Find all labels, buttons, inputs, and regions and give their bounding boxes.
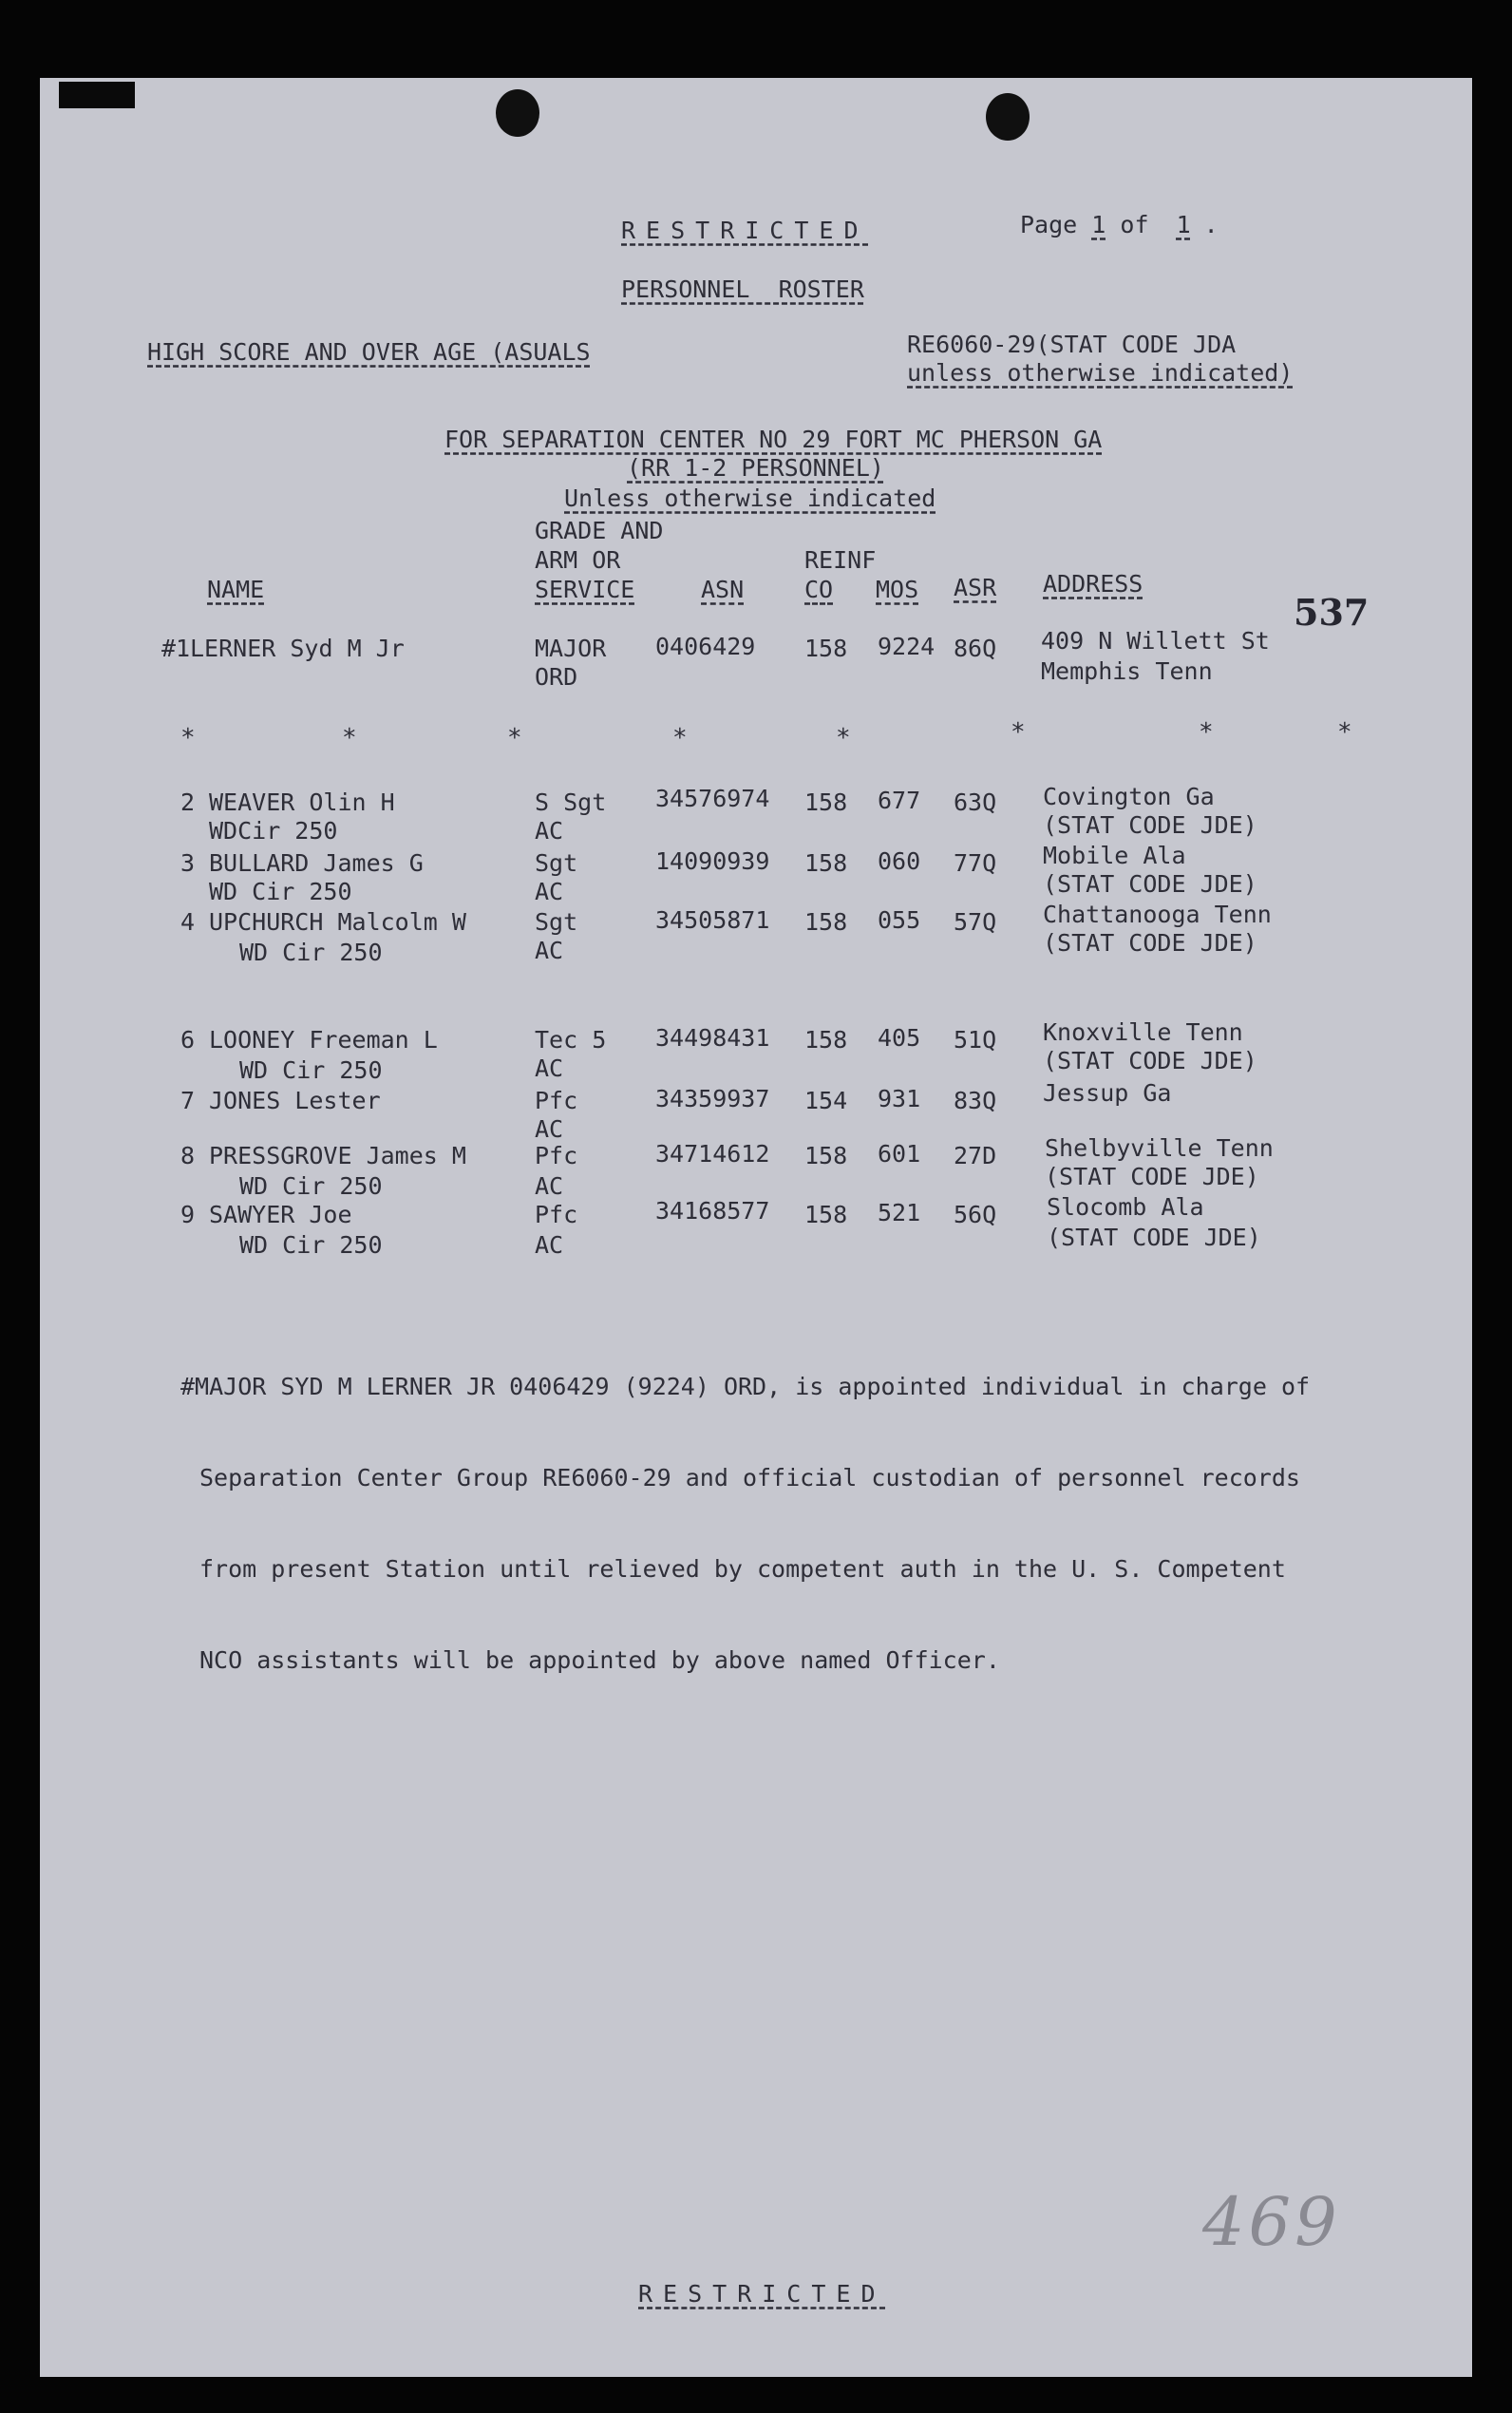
row-grade: Sgt <box>535 908 578 936</box>
page-indicator: Page 1 of 1 . <box>1020 211 1219 238</box>
row-grade: Pfc <box>535 1087 578 1114</box>
classification-header: RESTRICTED <box>621 217 869 244</box>
appointment-note <box>180 1311 1387 1706</box>
row-co: 154 <box>804 1087 848 1114</box>
asterisk-separator: * <box>1337 718 1352 747</box>
row-name: WEAVER Olin H <box>209 788 395 816</box>
row-asn: 34576974 <box>655 785 770 812</box>
column-grade-1: GRADE AND <box>535 517 664 544</box>
row-asr: 77Q <box>954 849 997 877</box>
row-number: 9 <box>180 1201 196 1228</box>
row-address-2: (STAT CODE JDE) <box>1045 1163 1259 1190</box>
row-address-1: Knoxville Tenn <box>1043 1018 1243 1046</box>
punch-hole-right <box>986 93 1030 141</box>
binder-tab <box>59 82 135 108</box>
row-circular: WD Cir 250 <box>239 1172 383 1200</box>
row-asr: 57Q <box>954 908 997 936</box>
row-asn: 34168577 <box>655 1197 770 1225</box>
row-co: 158 <box>804 1026 848 1054</box>
row-co: 158 <box>804 788 848 816</box>
row-name: PRESSGROVE James M <box>209 1142 466 1169</box>
row-number: 6 <box>180 1026 196 1054</box>
asterisk-separator: * <box>180 724 196 752</box>
row-mos: 931 <box>878 1085 921 1112</box>
row-name: SAWYER Joe <box>209 1201 352 1228</box>
asterisk-separator: * <box>507 724 522 752</box>
note-line: from present Station until relieved by competent auth in the U. S. Competent <box>199 1555 1286 1583</box>
asterisk-separator: * <box>342 724 357 752</box>
row-asn: 34714612 <box>655 1140 770 1168</box>
row-mos: 060 <box>878 847 921 875</box>
row-address-1: Mobile Ala <box>1043 842 1186 869</box>
column-mos: MOS <box>876 576 919 603</box>
column-name: NAME <box>207 576 265 603</box>
row-arm: AC <box>535 1054 564 1082</box>
row-asr: 51Q <box>954 1026 997 1054</box>
rr-personnel-line: (RR 1-2 PERSONNEL) <box>627 454 884 482</box>
row-number: 3 <box>180 849 196 877</box>
row-mos: 9224 <box>878 633 936 660</box>
row-address-1: Jessup Ga <box>1043 1079 1172 1107</box>
row-co: 158 <box>804 1201 848 1228</box>
row-address-2: (STAT CODE JDE) <box>1043 870 1257 898</box>
stamp-number: 537 <box>1294 591 1370 634</box>
row-circular: WD Cir 250 <box>209 878 352 905</box>
row-arm: AC <box>535 1172 564 1200</box>
page-label: Page <box>1020 211 1078 238</box>
row-address-2: (STAT CODE JDE) <box>1043 1047 1257 1074</box>
column-grade-2: ARM OR <box>535 546 621 574</box>
row-mos: 601 <box>878 1140 921 1168</box>
row-mos: 677 <box>878 787 921 814</box>
row-asn: 34505871 <box>655 906 770 934</box>
row-name: LOONEY Freeman L <box>209 1026 438 1054</box>
row-circular: WD Cir 250 <box>239 939 383 966</box>
row-name: JONES Lester <box>209 1087 381 1114</box>
row-grade: Pfc <box>535 1201 578 1228</box>
row-number: 4 <box>180 908 196 936</box>
row-address-1: 409 N Willett St <box>1041 627 1270 655</box>
row-mos: 521 <box>878 1199 921 1226</box>
row-co: 158 <box>804 1142 848 1169</box>
row-asr: 27D <box>954 1142 997 1169</box>
row-co: 158 <box>804 908 848 936</box>
page-number: 1 <box>1091 211 1106 238</box>
row-asn: 14090939 <box>655 847 770 875</box>
row-number: #1 <box>161 635 191 662</box>
row-asr: 83Q <box>954 1087 997 1114</box>
page-total: 1 <box>1176 211 1191 238</box>
row-name: LERNER Syd M Jr <box>190 635 405 662</box>
column-asr: ASR <box>954 574 997 601</box>
row-arm: ORD <box>535 663 578 691</box>
group-line-2: unless otherwise indicated) <box>907 359 1294 387</box>
handwritten-page-number: 469 <box>1202 2183 1341 2261</box>
row-circular: WD Cir 250 <box>239 1231 383 1259</box>
row-circular: WDCir 250 <box>209 817 338 845</box>
column-reinf-1: REINF <box>804 546 877 574</box>
roster-title: PERSONNEL ROSTER <box>621 276 864 303</box>
row-co: 158 <box>804 635 848 662</box>
row-co: 158 <box>804 849 848 877</box>
row-mos: 055 <box>878 906 921 934</box>
column-grade-3: SERVICE <box>535 576 635 603</box>
row-number: 7 <box>180 1087 196 1114</box>
row-arm: AC <box>535 1115 564 1143</box>
row-asn: 34498431 <box>655 1024 770 1052</box>
row-asr: 86Q <box>954 635 997 662</box>
asterisk-separator: * <box>836 724 851 752</box>
row-arm: AC <box>535 817 564 845</box>
row-address-1: Slocomb Ala <box>1047 1193 1204 1221</box>
row-asr: 56Q <box>954 1201 997 1228</box>
row-arm: AC <box>535 878 564 905</box>
row-mos: 405 <box>878 1024 921 1052</box>
row-name: BULLARD James G <box>209 849 424 877</box>
column-reinf-2: CO <box>804 576 834 603</box>
row-asn: 34359937 <box>655 1085 770 1112</box>
asterisk-separator: * <box>1199 718 1214 747</box>
row-asr: 63Q <box>954 788 997 816</box>
column-address: ADDRESS <box>1043 570 1143 598</box>
separation-center-line: FOR SEPARATION CENTER NO 29 FORT MC PHERSON GA <box>444 426 1103 453</box>
row-address-2: Memphis Tenn <box>1041 657 1213 685</box>
row-address-2: (STAT CODE JDE) <box>1043 929 1257 957</box>
row-grade: Pfc <box>535 1142 578 1169</box>
row-address-1: Shelbyville Tenn <box>1045 1134 1274 1162</box>
row-arm: AC <box>535 1231 564 1259</box>
note-line: Separation Center Group RE6060-29 and official custodian of personnel records <box>199 1464 1300 1492</box>
row-grade: Sgt <box>535 849 578 877</box>
row-address-1: Chattanooga Tenn <box>1043 901 1272 928</box>
asterisk-separator: * <box>672 724 688 752</box>
punch-hole-left <box>496 89 539 137</box>
group-line-1: RE6060-29(STAT CODE JDA <box>907 331 1237 358</box>
row-number: 2 <box>180 788 196 816</box>
of-label: of <box>1120 211 1149 238</box>
left-heading: HIGH SCORE AND OVER AGE (ASUALS <box>147 338 591 366</box>
unless-indicated-line: Unless otherwise indicated <box>564 484 936 512</box>
row-arm: AC <box>535 937 564 964</box>
row-grade: Tec 5 <box>535 1026 607 1054</box>
row-grade: MAJOR <box>535 635 607 662</box>
row-address-2: (STAT CODE JDE) <box>1043 811 1257 839</box>
row-grade: S Sgt <box>535 788 607 816</box>
note-line: #MAJOR SYD M LERNER JR 0406429 (9224) ORD, is appointed individual in charge of <box>180 1373 1311 1400</box>
asterisk-separator: * <box>1011 718 1026 747</box>
row-address-2: (STAT CODE JDE) <box>1047 1224 1261 1251</box>
classification-footer: RESTRICTED <box>638 2280 886 2308</box>
column-asn: ASN <box>701 576 745 603</box>
row-name: UPCHURCH Malcolm W <box>209 908 466 936</box>
row-address-1: Covington Ga <box>1043 783 1215 810</box>
row-circular: WD Cir 250 <box>239 1056 383 1084</box>
row-asn: 0406429 <box>655 633 756 660</box>
row-number: 8 <box>180 1142 196 1169</box>
note-line: NCO assistants will be appointed by above named Officer. <box>199 1646 1000 1674</box>
